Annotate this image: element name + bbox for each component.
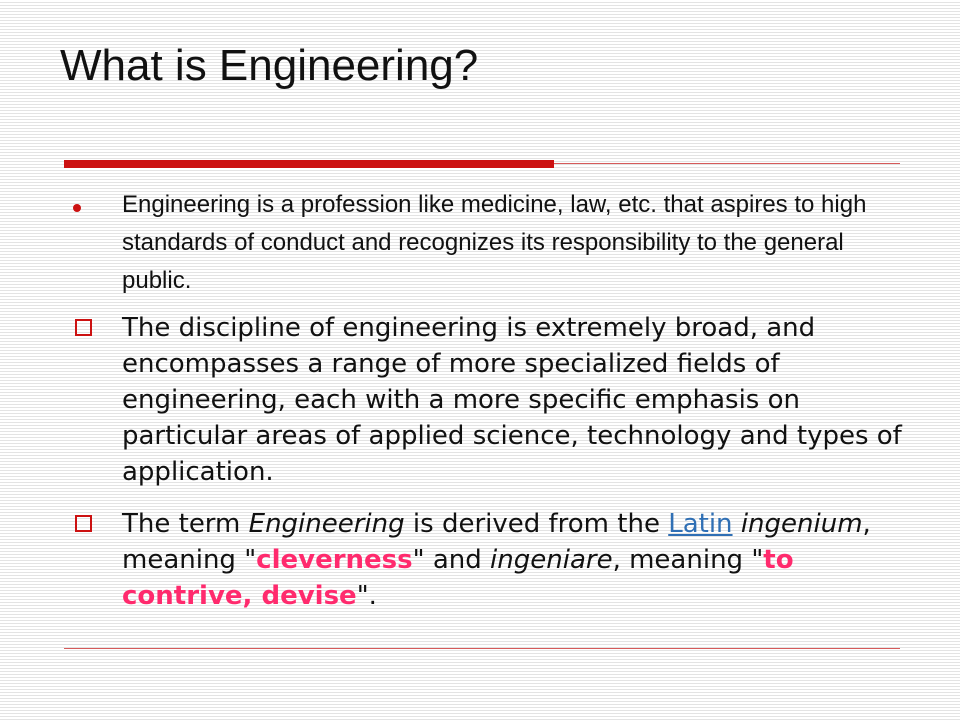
bullet-profession: Engineering is a profession like medicine, law, etc. that aspires to high standards of conduct and recognizes its responsibility to the general public. <box>122 191 867 294</box>
term-ingeniare: ingeniare <box>490 545 613 575</box>
bullet-etymology <box>122 506 912 614</box>
footer-divider <box>64 648 900 649</box>
etymology-text: , meaning " <box>612 545 764 575</box>
term-engineering: Engineering <box>248 509 405 539</box>
etymology-text: ". <box>356 581 377 611</box>
round-bullet-icon <box>73 204 81 212</box>
etymology-text: " and <box>412 545 491 575</box>
etymology-text: , meaning " <box>122 509 871 575</box>
bullet-discipline: The discipline of engineering is extremely broad, and encompasses a range of more specialized fields of engineering, each with a more specific emphasis on particular areas of applied science, technology and types of application. <box>122 313 902 487</box>
emphasis-contrive: to contrive, devise <box>122 545 794 611</box>
etymology-text <box>733 509 741 539</box>
etymology-text: The term <box>122 509 249 539</box>
square-bullet-icon <box>75 319 92 336</box>
term-ingenium: ingenium <box>740 509 863 539</box>
square-bullet-icon <box>75 515 92 532</box>
slide-title: What is Engineering? <box>60 41 479 90</box>
emphasis-cleverness: cleverness <box>256 545 413 575</box>
etymology-text: is derived from the <box>404 509 669 539</box>
latin-link[interactable]: Latin <box>668 509 733 539</box>
